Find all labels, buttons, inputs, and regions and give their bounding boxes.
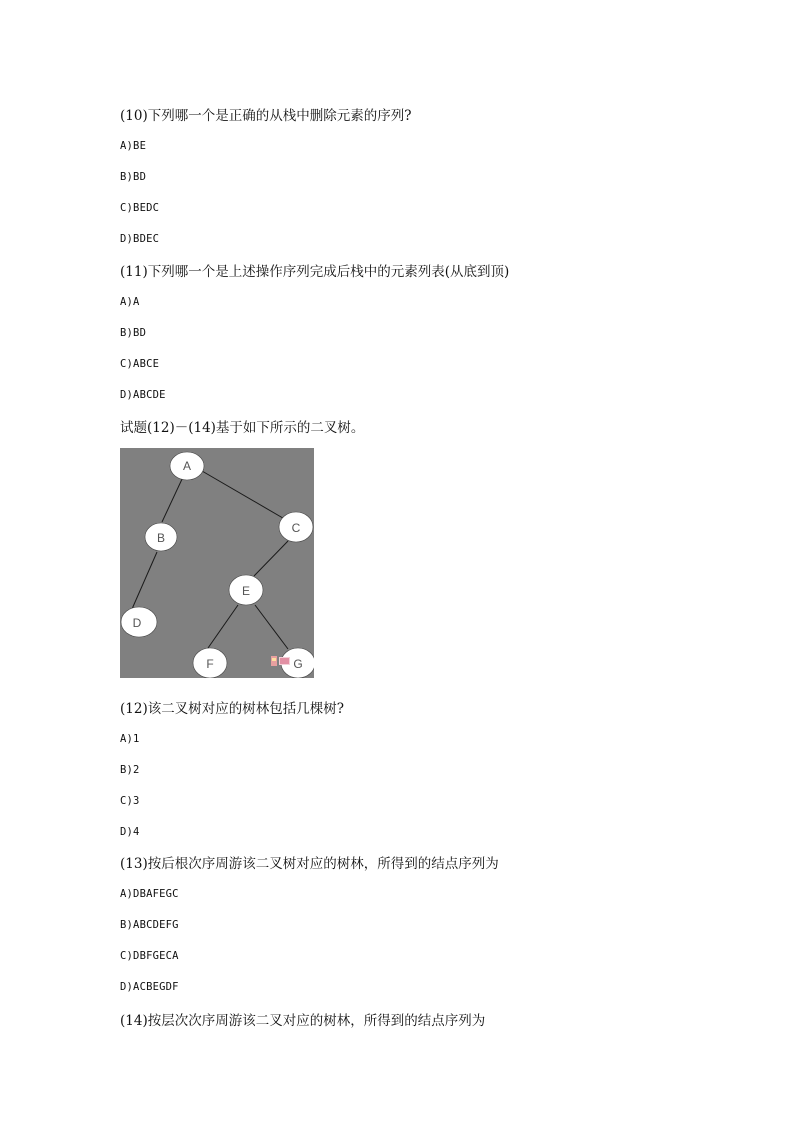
question-11-option-c: C)ABCE <box>120 358 160 370</box>
edge-b-d <box>132 552 157 609</box>
binary-tree-diagram <box>120 448 314 678</box>
question-10-text: (10)下列哪一个是正确的从栈中删除元素的序列? <box>120 108 412 124</box>
tree-node-g-label: G <box>293 657 303 671</box>
question-10-option-b: B)BD <box>120 171 147 183</box>
question-11-option-b: B)BD <box>120 327 147 339</box>
question-12-option-a: A)1 <box>120 733 140 745</box>
question-11-option-d: D)ABCDE <box>120 389 166 401</box>
tree-node-c-label: C <box>291 521 301 535</box>
question-12-text: (12)该二叉树对应的树林包括几棵树? <box>120 701 344 717</box>
question-10-option-c: C)BEDC <box>120 202 160 214</box>
edge-c-e <box>254 541 288 576</box>
question-13-option-c: C)DBFGECA <box>120 950 179 962</box>
questions-12-14-intro: 试题(12)－(14)基于如下所示的二叉树。 <box>120 420 365 436</box>
tree-node-d-label: D <box>132 616 142 630</box>
question-12-option-b: B)2 <box>120 764 140 776</box>
question-11-text: (11)下列哪一个是上述操作序列完成后栈中的元素列表(从底到顶) <box>120 264 510 280</box>
binary-tree-figure <box>120 448 314 678</box>
question-10-option-d: D)BDEC <box>120 233 160 245</box>
question-13-option-d: D)ACBEGDF <box>120 981 179 993</box>
tree-node-f-label: F <box>206 657 214 671</box>
question-11-option-a: A)A <box>120 296 140 308</box>
question-12-option-d: D)4 <box>120 826 140 838</box>
image-stamp-icon <box>271 655 291 667</box>
question-13-text: (13)按后根次序周游该二叉树对应的树林，所得到的结点序列为 <box>120 856 499 872</box>
edge-a-b <box>162 477 183 522</box>
edge-e-f <box>208 605 238 648</box>
edge-e-g <box>255 605 288 649</box>
question-12-option-c: C)3 <box>120 795 140 807</box>
edge-a-c <box>202 471 288 521</box>
tree-node-b-label: B <box>156 531 166 545</box>
question-10-option-a: A)BE <box>120 140 147 152</box>
question-14-text: (14)按层次次序周游该二叉对应的树林，所得到的结点序列为 <box>120 1013 486 1029</box>
question-13-option-b: B)ABCDEFG <box>120 919 179 931</box>
tree-node-e-label: E <box>241 584 251 598</box>
question-13-option-a: A)DBAFEGC <box>120 888 179 900</box>
tree-node-a-label: A <box>182 459 192 473</box>
